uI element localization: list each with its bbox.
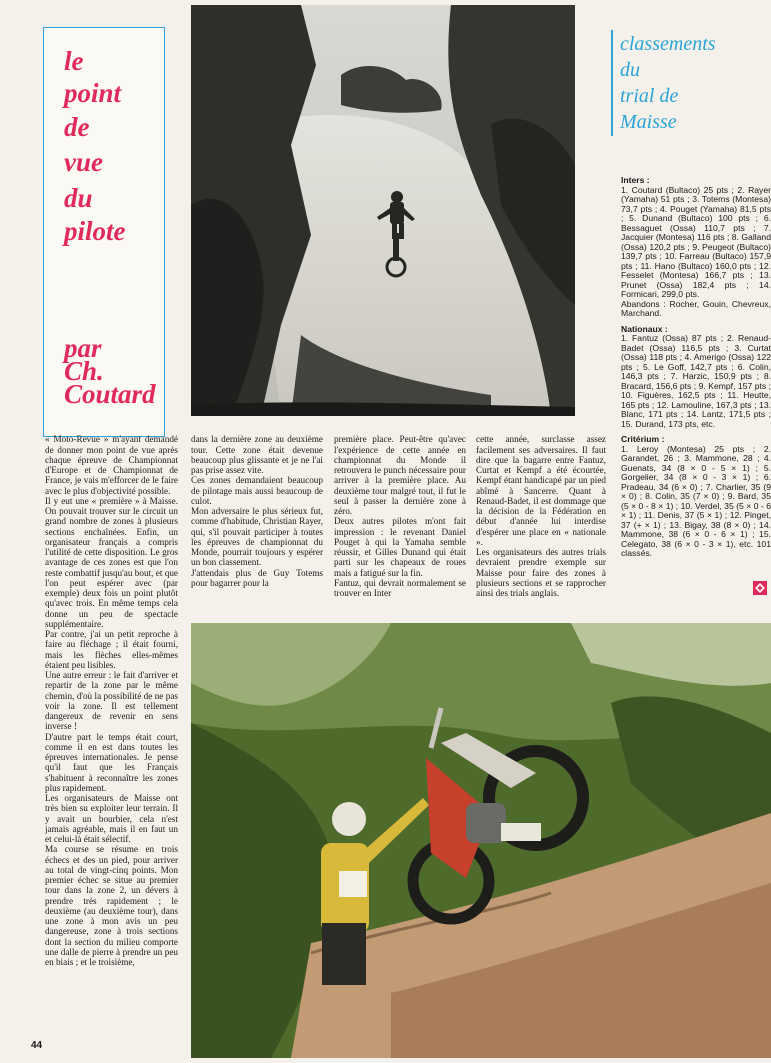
title-line: pilote xyxy=(64,216,126,246)
results-inters-abandons: Abandons : Rocher, Gouin, Chevreux, Marchand. xyxy=(621,298,771,318)
article-text: dans la dernière zone au deuxième tour. Cette zone était devenue beaucoup plus glissante et je ne l'ai pas prise assez vite. Ces zones demandaient beaucoup de pilotage mais aussi beaucoup de culot. Mon adversaire le plus sérieux fut, comme d'habitude, Christian Rayer, qui, s'il pouvait participer à toutes les épreuves de championnat du Monde, pourrait toujours y espérer un bon classement. J'attendais plus de Guy Totems pour bagarrer pour la xyxy=(191,434,323,588)
title-line: du xyxy=(64,183,93,213)
side-title-rule xyxy=(611,30,613,136)
side-title xyxy=(620,31,770,135)
results-nationaux: 1. Fantuz (Ossa) 87 pts ; 2. Renaud-Badet (Ossa) 116,5 pts ; 3. Curtat (Ossa) 118 pts ; 4. Amerigo (Ossa) 122 pts ; 5. Le Goff, 142,7 pts ; 6. Colin, 146,3 pts ; 7. Harzic, 150,9 pts ; 8. Bracard, 156,6 pts ; 9. Kempf, 157 pts ; 10. Figuères, 162,5 pts ; 11. Heutte, 165 pts ; 12. Lamouline, 167,3 pts ; 13. Blanc, 171 pts ; 14. Lantz, 171,5 pts ; 15. Durand, 173 pts, etc. xyxy=(621,333,771,429)
byline-line: Ch. xyxy=(64,356,104,386)
article-column-3 xyxy=(334,424,466,620)
title-line: de xyxy=(64,112,90,142)
byline-line: par xyxy=(64,333,102,363)
article-column-4 xyxy=(476,424,606,620)
results-panel xyxy=(621,176,771,596)
results-heading-nationaux: Nationaux : xyxy=(621,323,668,334)
byline-line: Coutard xyxy=(64,379,156,409)
article-column-1 xyxy=(45,424,178,1034)
photo-rider-bike-bank-image xyxy=(191,623,771,1058)
results-heading-inters: Inters : xyxy=(621,176,650,185)
article-text: « Moto-Revue » m'ayant demandé de donner mon point de vue après chaque épreuve de Championnat d'Europe et de Championnat de France, je vais m'efforcer de le faire avec le plus d'objectivité possible. Il y eut une « première » à Maisse. On pouvait trouver sur le circuit un grand nombre de zones à plusieurs sections enchaînées. Enfin, un organisateur français a compris l'utilité de cette disposition. Le gros avantage de ces zones est que l'on reste combattif jusqu'au bout, et que l'on peut espérer avec (par exemple) deux fois un point plutôt qu'avec trois. En même temps cela donne un peu de spectacle supplémentaire. Par contre, j'ai un petit reproche à faire au fléchage ; il était fourni, mais les flèches elles-mêmes étaient peu lisibles. Une autre erreur : le fait d'arriver et repartir de la zone par le même chemin, d'où la possibilité de ne pas voir la zone. Il est tellement dangereux de revenir en sens inverse ! D'autre part le temps était court, comme il en est dans toutes les épreuves internationales. Je pense qu'il faut que les Français s'habituent à reconnaître les zones plus rapidement. Les organisateurs de Maisse ont très bien su exploiter leur terrain. Il y avait un bourbier, cela n'est jamais agréable, mais il en faut un et celui-là était sélectif. Ma course se résume en trois échecs et des un pied, pour arriver au total de vingt-cinq points. Mon premier échec se situe au premier tour dans la zone 2, un dévers à prendre très rapidement ; le deuxième (au deuxième tour), dans une zone à mon avis un peu dangereuse, zone à trois sections dont la section du milieu comporte une dalle de pierre à prendre un peu en biais ; et le troisième, xyxy=(45,434,178,967)
photo-rider-sand-slope xyxy=(191,5,575,416)
side-title-line: du xyxy=(620,59,640,81)
photo-rider-bike-bank xyxy=(191,623,771,1058)
side-title-line: classements xyxy=(620,33,716,55)
side-title-line: trial de xyxy=(620,85,679,107)
photo-rider-sand-slope-image xyxy=(191,5,575,416)
article-column-2 xyxy=(191,424,323,620)
results-inters: 1. Coutard (Bultaco) 25 pts ; 2. Rayer (Yamaha) 51 pts ; 3. Totems (Montesa) 73,7 pts ; 4. Pouget (Yamaha) 81,5 pts ; 5. Dunand (Bultaco) 100 pts ; 6. Bessaguet (Ossa) 110,7 pts ; 7. Jacquier (Montesa) 116 pts ; 8. Galland (Ossa) 120,2 pts ; 9. Peugeot (Bultaco) 139,7 pts ; 10. Farreau (Bultaco) 157,9 pts ; 11. Hano (Bultaco) 160,0 pts ; 12. Fesselet (Montesa) 166,7 pts ; 13. Prunet (Ossa) 182,4 pts ; 14. Formicari, 299,0 pts. xyxy=(621,184,771,299)
article-text: première place. Peut-être qu'avec l'expérience de cette année en championnat du Monde il retrouvera le punch nécessaire pour arriver à la première place. Au deuxième tour malgré tout, il fut le seul à passer la dernière zone à zéro. Deux autres pilotes m'ont fait impression : le revenant Daniel Pouget à qui la Yamaha semble réussir, et Gilles Dunand qui était parti sur les chapeaux de roues mais a fatigué sur la fin. Fantuz, qui devrait normalement se trouver en Inter xyxy=(334,434,466,598)
results-heading-criterium: Critérium : xyxy=(621,434,665,444)
side-title-line: Maisse xyxy=(620,111,677,133)
article-text: cette année, surclasse assez facilement ses adversaires. Il faut dire que la bagarre entre Fantuz, Curtat et Kempf a été écourtée, Kempf étant handicapé par un pied abîmé à Sancerre. Quant à Renaud-Badet, il est dommage que la décision de la Fédération en début d'année lui interdise d'espérer une place en « nationale ». Les organisateurs des autres trials devraient prendre exemple sur Maisse pour faire des zones à plusieurs sections et se rapprocher ainsi des trials anglais. xyxy=(476,434,606,598)
results-criterium: 1. Leroy (Montesa) 25 pts ; 2. Garandet, 26 ; 3. Mammone, 28 ; 4. Guenats, 34 (8 × 0 - 5 × 1) ; 5. Gorgelier, 34 (8 × 0 - 3 × 1) ; 6. Pradeau, 34 (6 × 0) ; 7. Charlier, 35 (9 × 0) ; 8. Colin, 35 (7 × 0) ; 9. Bard, 35 (5 × 0 - 8 × 1) ; 10. Verdel, 35 (5 × 0 - 6 × 1) ; 11. Denis, 37 (5 × 1) ; 12. Pinget, 37 (+ × 1) ; 13. Bigay, 38 (8 × 0) ; 14. Mammone, 38 (6 × 0 - 6 × 1) ; 15. Celegato, 38 (6 × 0 - 3 × 1), etc. 101 classés. xyxy=(621,443,771,558)
title-box xyxy=(43,27,165,437)
title-line: le xyxy=(64,46,84,76)
end-of-article-diamond-icon xyxy=(753,581,767,595)
title-line: point xyxy=(64,78,122,108)
page-number: 44 xyxy=(31,1040,43,1051)
title-line: vue xyxy=(64,147,103,177)
